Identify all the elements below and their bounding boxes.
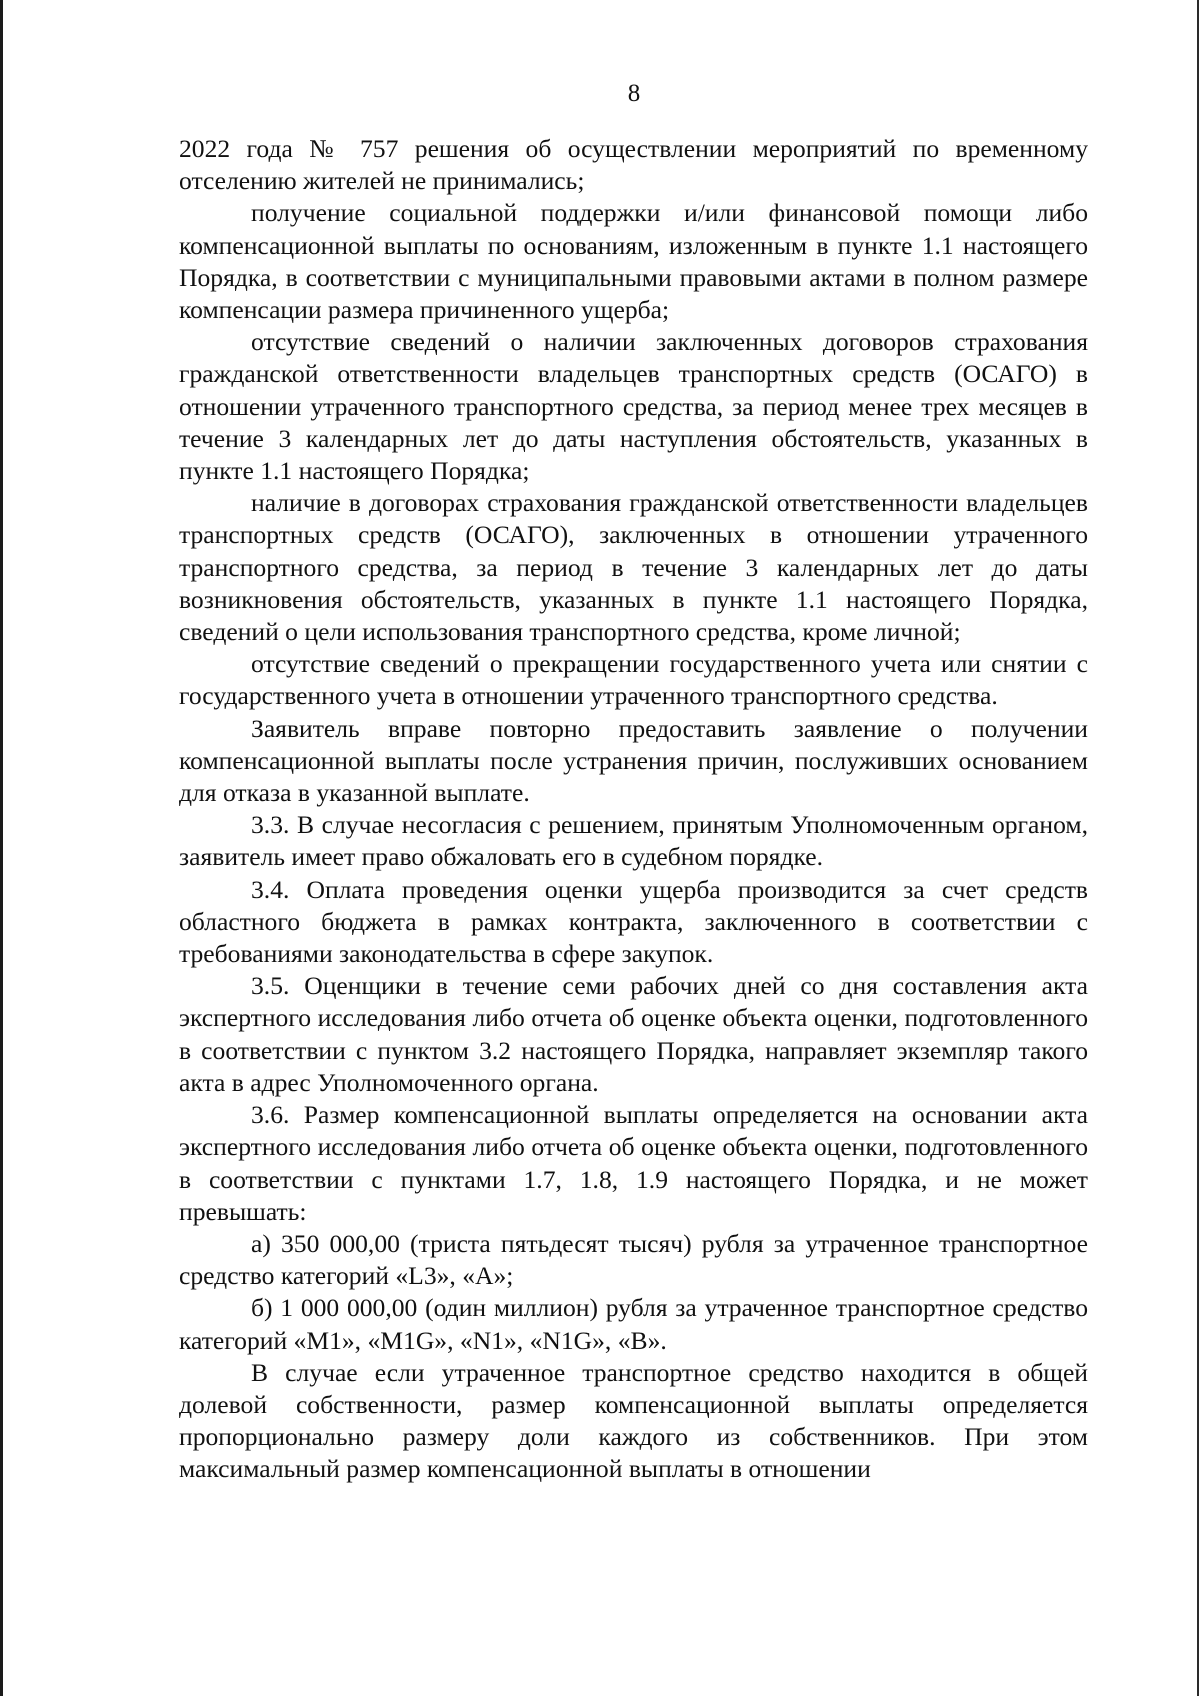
paragraph-3-3: 3.3. В случае несогласия с решением, принятым Уполномоченным органом, заявитель имеет право обжаловать его в судебном порядке. bbox=[179, 810, 1088, 872]
paragraph-3-6: 3.6. Размер компенсационной выплаты определяется на основании акта экспертного исследования либо отчета об оценке объекта оценки, подготовленного в соответствии с пунктами 1.7, 1.8, 1.9 настоящего Порядка, и не может превышать: bbox=[179, 1100, 1088, 1226]
paragraph-social-support: получение социальной поддержки и/или финансовой помощи либо компенсационной выплаты по основаниям, изложенным в пункте 1.1 настоящего Порядка, в соответствии с муниципальными правовыми актами в полном размере компенсации размера причиненного ущерба; bbox=[179, 198, 1088, 325]
paragraph-insurance-purpose: наличие в договорах страхования гражданской ответственности владельцев транспортных средств (ОСАГО), заключенных в отношении утраченного транспортного средства, за период в течение 3 календарных лет до даты возникновения обстоятельств, указанных в пункте 1.1 настоящего Порядка, сведений о цели использования транспортного средства, кроме личной; bbox=[179, 488, 1088, 647]
paragraph-shared-ownership: В случае если утраченное транспортное средство находится в общей долевой собственности, размер компенсационной выплаты определяется пропорционально размеру доли каждого из собственников. При этом максимальный размер компенсационной выплаты в отношении bbox=[179, 1357, 1088, 1484]
paragraph-3-5: 3.5. Оценщики в течение семи рабочих дней со дня составления акта экспертного исследования либо отчета об оценке объекта оценки, подготовленного в соответствии с пунктом 3.2 настоящего Порядка, направляет экземпляр такого акта в адрес Уполномоченного органа. bbox=[179, 971, 1088, 1097]
paragraph-continuation: 2022 года № 757 решения об осуществлении мероприятий по временному отселению жителей не принимались; bbox=[179, 134, 1088, 196]
scan-edge-left bbox=[0, 0, 3, 1696]
page-number: 8 bbox=[627, 80, 641, 107]
paragraph-3-4: 3.4. Оплата проведения оценки ущерба производится за счет средств областного бюджета в рамках контракта, заключенного в соответствии с требованиями законодательства в сфере закупок. bbox=[179, 874, 1088, 969]
paragraph-reapply: Заявитель вправе повторно предоставить заявление о получении компенсационной выплаты после устранения причин, послуживших основанием для отказа в указанной выплате. bbox=[179, 713, 1088, 808]
paragraph-registration: отсутствие сведений о прекращении государственного учета или снятии с государственного учета в отношении утраченного транспортного средства. bbox=[179, 649, 1088, 711]
paragraph-item-b: б) 1 000 000,00 (один миллион) рубля за утраченное транспортное средство категорий «М1», «M1G», «N1», «N1G», «В». bbox=[179, 1293, 1088, 1355]
paragraph-no-insurance: отсутствие сведений о наличии заключенных договоров страхования гражданской ответственности владельцев транспортных средств (ОСАГО) в отношении утраченного транспортного средства, за период менее трех месяцев в течение 3 календарных лет до даты наступления обстоятельств, указанных в пункте 1.1 настоящего Порядка; bbox=[179, 327, 1088, 486]
paragraph-item-a: а) 350 000,00 (триста пятьдесят тысяч) рубля за утраченное транспортное средство категорий «L3», «А»; bbox=[179, 1228, 1088, 1291]
document-body bbox=[179, 133, 1088, 1486]
scan-edge-right bbox=[1197, 0, 1199, 1696]
